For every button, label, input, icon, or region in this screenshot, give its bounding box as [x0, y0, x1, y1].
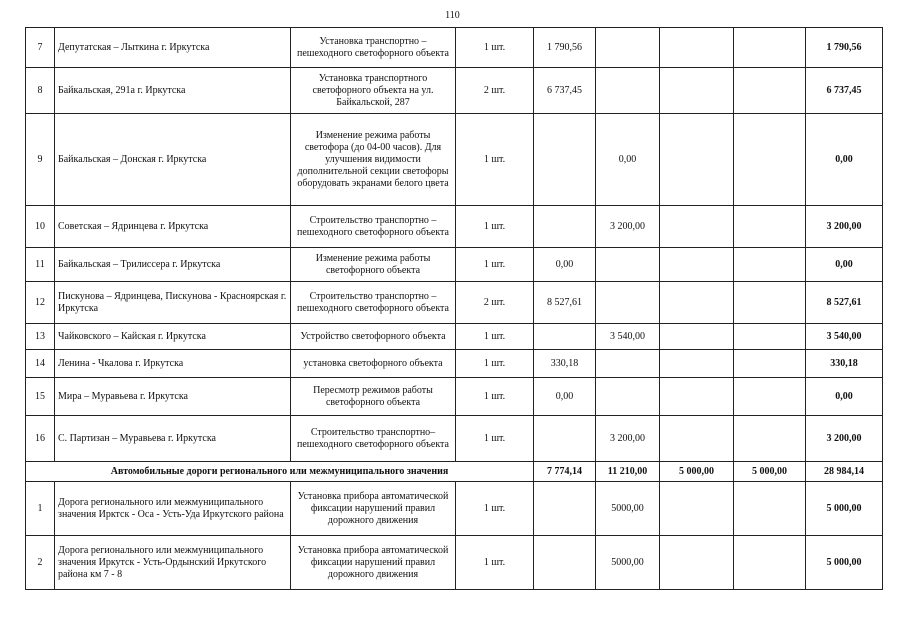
amount-cell — [660, 206, 734, 248]
amount-cell — [660, 536, 734, 590]
table-row — [26, 416, 883, 462]
total-cell: 5 000,00 — [806, 536, 883, 590]
quantity-cell: 1 шт. — [456, 28, 534, 68]
address-cell: С. Партизан – Муравьева г. Иркутска — [55, 416, 291, 462]
row-number: 1 — [26, 482, 55, 536]
work-cell: Установка прибора автоматической фиксации нарушений правил дорожного движения — [291, 536, 456, 590]
amount-cell — [734, 28, 806, 68]
row-number: 8 — [26, 68, 55, 114]
quantity-cell: 1 шт. — [456, 536, 534, 590]
table-row — [26, 378, 883, 416]
table-row — [26, 248, 883, 282]
amount-cell — [534, 482, 596, 536]
address-cell: Советская – Ядринцева г. Иркутска — [55, 206, 291, 248]
section-title: Автомобильные дороги регионального или межмуниципального значения — [26, 462, 534, 482]
amount-cell — [596, 350, 660, 378]
table-row — [26, 114, 883, 206]
quantity-cell: 1 шт. — [456, 378, 534, 416]
amount-cell — [734, 324, 806, 350]
row-number: 7 — [26, 28, 55, 68]
work-cell: Устройство светофорного объекта — [291, 324, 456, 350]
amount-cell — [660, 416, 734, 462]
amount-cell: 3 200,00 — [596, 416, 660, 462]
amount-cell: 5000,00 — [596, 536, 660, 590]
quantity-cell: 1 шт. — [456, 324, 534, 350]
address-cell: Пискунова – Ядринцева, Пискунова - Красноярская г. Иркутска — [55, 282, 291, 324]
row-number: 16 — [26, 416, 55, 462]
work-cell: Изменение режима работы светофора (до 04-00 часов). Для улучшения видимости дополнительной секции светофоры оборудовать экранами белого цвета — [291, 114, 456, 206]
page-number: 110 — [445, 10, 460, 21]
work-cell: Строительство транспортно – пешеходного светофорного объекта — [291, 282, 456, 324]
total-cell: 5 000,00 — [806, 482, 883, 536]
amount-cell — [734, 248, 806, 282]
amount-cell — [734, 282, 806, 324]
amount-cell: 3 540,00 — [596, 324, 660, 350]
section-total-cell: 28 984,14 — [806, 462, 883, 482]
quantity-cell: 1 шт. — [456, 482, 534, 536]
section-amount-cell: 11 210,00 — [596, 462, 660, 482]
section-total-row — [26, 462, 883, 482]
amount-cell — [734, 206, 806, 248]
amount-cell — [660, 282, 734, 324]
address-cell: Чайковского – Кайская г. Иркутска — [55, 324, 291, 350]
address-cell: Мира – Муравьева г. Иркутска — [55, 378, 291, 416]
quantity-cell: 1 шт. — [456, 350, 534, 378]
amount-cell — [734, 350, 806, 378]
quantity-cell: 1 шт. — [456, 248, 534, 282]
amount-cell: 330,18 — [534, 350, 596, 378]
total-cell: 6 737,45 — [806, 68, 883, 114]
section-amount-cell: 5 000,00 — [734, 462, 806, 482]
amount-cell — [596, 68, 660, 114]
table-row — [26, 324, 883, 350]
row-number: 14 — [26, 350, 55, 378]
row-number: 13 — [26, 324, 55, 350]
amount-cell — [534, 536, 596, 590]
amount-cell — [596, 248, 660, 282]
amount-cell — [534, 416, 596, 462]
work-cell: Строительство транспортно – пешеходного светофорного объекта — [291, 206, 456, 248]
work-cell: Изменение режима работы светофорного объекта — [291, 248, 456, 282]
table-row — [26, 482, 883, 536]
work-cell: Установка транспортного светофорного объекта на ул. Байкальской, 287 — [291, 68, 456, 114]
amount-cell — [660, 324, 734, 350]
total-cell: 3 540,00 — [806, 324, 883, 350]
table-row — [26, 68, 883, 114]
quantity-cell: 1 шт. — [456, 416, 534, 462]
quantity-cell: 1 шт. — [456, 114, 534, 206]
address-cell: Байкальская, 291а г. Иркутска — [55, 68, 291, 114]
amount-cell: 0,00 — [596, 114, 660, 206]
amount-cell — [660, 68, 734, 114]
table-row — [26, 206, 883, 248]
amount-cell — [596, 378, 660, 416]
amount-cell: 0,00 — [534, 248, 596, 282]
work-cell: Установка транспортно – пешеходного светофорного объекта — [291, 28, 456, 68]
row-number: 9 — [26, 114, 55, 206]
amount-cell: 6 737,45 — [534, 68, 596, 114]
quantity-cell: 2 шт. — [456, 68, 534, 114]
amount-cell — [734, 114, 806, 206]
address-cell: Байкальская – Донская г. Иркутска — [55, 114, 291, 206]
total-cell: 3 200,00 — [806, 416, 883, 462]
total-cell: 1 790,56 — [806, 28, 883, 68]
total-cell: 0,00 — [806, 378, 883, 416]
amount-cell: 0,00 — [534, 378, 596, 416]
row-number: 2 — [26, 536, 55, 590]
table-row — [26, 28, 883, 68]
address-cell: Дорога регионального или межмуниципального значения Иркутск - Усть-Ордынский Иркутского района км 7 - 8 — [55, 536, 291, 590]
amount-cell — [734, 416, 806, 462]
work-cell: Строительство транспортно–пешеходного светофорного объекта — [291, 416, 456, 462]
row-number: 10 — [26, 206, 55, 248]
amount-cell — [734, 482, 806, 536]
work-cell: Установка прибора автоматической фиксации нарушений правил дорожного движения — [291, 482, 456, 536]
row-number: 11 — [26, 248, 55, 282]
amount-cell — [596, 28, 660, 68]
table-row — [26, 536, 883, 590]
work-cell: Пересмотр режимов работы светофорного объекта — [291, 378, 456, 416]
total-cell: 0,00 — [806, 114, 883, 206]
work-cell: установка светофорного объекта — [291, 350, 456, 378]
amount-cell — [660, 350, 734, 378]
amount-cell — [660, 28, 734, 68]
row-number: 12 — [26, 282, 55, 324]
amount-cell: 3 200,00 — [596, 206, 660, 248]
amount-cell: 8 527,61 — [534, 282, 596, 324]
amount-cell — [660, 482, 734, 536]
row-number: 15 — [26, 378, 55, 416]
amount-cell: 1 790,56 — [534, 28, 596, 68]
amount-cell — [734, 536, 806, 590]
amount-cell — [734, 68, 806, 114]
address-cell: Дорога регионального или межмуниципального значения Ирктск - Оса - Усть-Уда Иркутского района — [55, 482, 291, 536]
total-cell: 330,18 — [806, 350, 883, 378]
traffic-objects-table — [25, 27, 883, 590]
total-cell: 0,00 — [806, 248, 883, 282]
amount-cell — [534, 114, 596, 206]
amount-cell: 5000,00 — [596, 482, 660, 536]
amount-cell — [534, 206, 596, 248]
table-row — [26, 350, 883, 378]
table-row — [26, 282, 883, 324]
total-cell: 3 200,00 — [806, 206, 883, 248]
amount-cell — [660, 248, 734, 282]
amount-cell — [596, 282, 660, 324]
amount-cell — [660, 114, 734, 206]
amount-cell — [534, 324, 596, 350]
amount-cell — [734, 378, 806, 416]
address-cell: Байкальская – Трилиссера г. Иркутска — [55, 248, 291, 282]
section-amount-cell: 7 774,14 — [534, 462, 596, 482]
address-cell: Депутатская – Лыткина г. Иркутска — [55, 28, 291, 68]
amount-cell — [660, 378, 734, 416]
address-cell: Ленина - Чкалова г. Иркутска — [55, 350, 291, 378]
total-cell: 8 527,61 — [806, 282, 883, 324]
section-amount-cell: 5 000,00 — [660, 462, 734, 482]
quantity-cell: 2 шт. — [456, 282, 534, 324]
quantity-cell: 1 шт. — [456, 206, 534, 248]
